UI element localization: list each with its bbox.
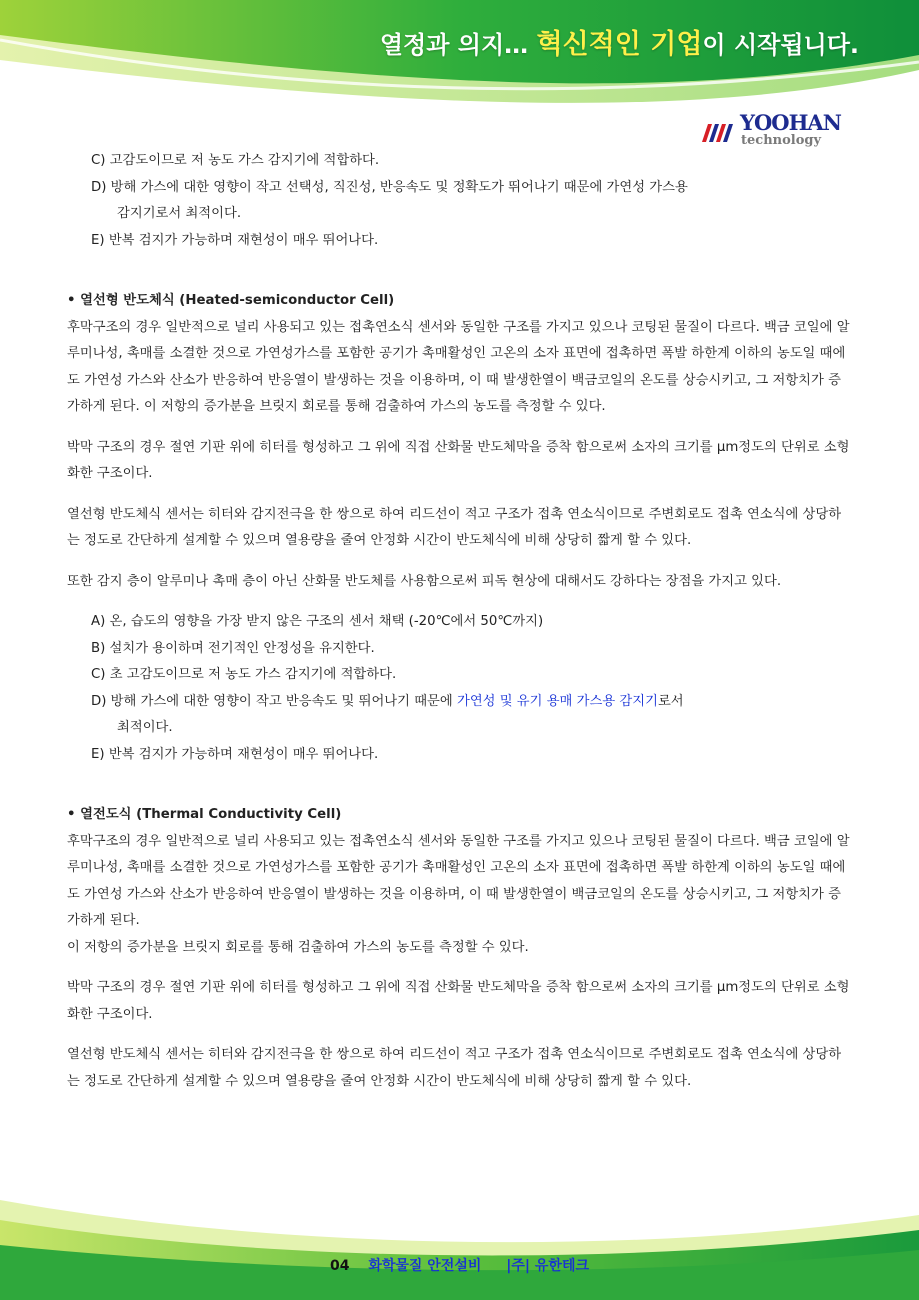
list-item-continuation: 감지기로서 최적이다. bbox=[117, 206, 242, 221]
paragraph: 후막구조의 경우 일반적으로 널리 사용되고 있는 접촉연소식 센서와 동일한 구조를 가지고 있으나 코팅된 물질이 다르다. 백금 코일에 알루미나성, 촉매를 소결한 것으로 가연성가스를 포함한 공기가 촉매활성인 고온의 소자 표면에 접촉하면 폭발 하한계 이하의 농도일 때에도 가연성 가스와 산소가 반응하여 반응열이 발생하는 것을 이용하며, 이 때 발생한열이 백금코일의 온도를 상승시키고, 그 저항치가 증가하게 된다. 이 저항의 증가분을 브릿지 회로를 통해 검출하여 가스의 농도를 측정할 수 있다. bbox=[67, 319, 850, 414]
paragraph: 후막구조의 경우 일반적으로 널리 사용되고 있는 접촉연소식 센서와 동일한 구조를 가지고 있으나 코팅된 물질이 다르다. 백금 코일에 알루미나성, 촉매를 소결한 것으로 가연성가스를 포함한 공기가 촉매활성인 고온의 소자 표면에 접촉하면 폭발 하한계 이하의 농도일 때에도 가연성 가스와 산소가 반응하여 반응열이 발생하는 것을 이용하며, 이 때 발생한열이 백금코일의 온도를 상승시키고, 그 저항치가 증가하게 된다. bbox=[67, 833, 850, 928]
logo-subtitle: technology bbox=[741, 133, 822, 148]
list-item-text: D) 방해 가스에 대한 영향이 작고 반응속도 및 뛰어나기 때문에 bbox=[91, 693, 457, 709]
list-item bbox=[67, 689, 852, 716]
slogan-part1: 열정과 의지… bbox=[379, 31, 537, 59]
page-footer bbox=[0, 1255, 919, 1275]
footer-title: 화학물질 안전설비 bbox=[368, 1258, 482, 1274]
list-item-continuation: 최적이다. bbox=[117, 720, 173, 735]
list-item: C) 고감도이므로 저 농도 가스 감지기에 적합하다. bbox=[91, 153, 380, 168]
paragraph: 열선형 반도체식 센서는 히터와 감지전극을 한 쌍으로 하여 리드선이 적고 구조가 접촉 연소식이므로 주변회로도 접촉 연소식에 상당하는 정도로 간단하게 설계할 수 있으며 열용량을 줄여 안정화 시간이 반도체식에 비해 상당히 짧게 할 수 있다. bbox=[67, 506, 842, 548]
section-heading-thermal-conductivity: • 열전도식 (Thermal Conductivity Cell) bbox=[67, 807, 342, 822]
paragraph: 또한 감지 층이 알루미나 촉매 층이 아닌 산화물 반도체를 사용함으로써 피독 현상에 대해서도 강하다는 장점을 가지고 있다. bbox=[67, 573, 782, 589]
paragraph: 열선형 반도체식 센서는 히터와 감지전극을 한 쌍으로 하여 리드선이 적고 구조가 접촉 연소식이므로 주변회로도 접촉 연소식에 상당하는 정도로 간단하게 설계할 수 있으며 열용량을 줄여 안정화 시간이 반도체식에 비해 상당히 짧게 할 수 있다. bbox=[67, 1047, 842, 1089]
list-item: A) 온, 습도의 영향을 가장 받지 않은 구조의 센서 채택 (-20℃에서 50℃까지) bbox=[91, 614, 544, 629]
paragraph: 이 저항의 증가분을 브릿지 회로를 통해 검출하여 가스의 농도를 측정할 수 있다. bbox=[67, 939, 529, 955]
slogan-highlight: 혁신적인 기업 bbox=[536, 29, 703, 60]
list-item: B) 설치가 용이하며 전기적인 안정성을 유지한다. bbox=[91, 640, 375, 656]
list-item-text: 로서 bbox=[657, 693, 684, 709]
page-content bbox=[67, 148, 852, 1095]
list-item: E) 반복 검지가 가능하며 재현성이 매우 뛰어나다. bbox=[91, 232, 379, 248]
header-slogan bbox=[380, 22, 859, 61]
highlighted-text: 가연성 및 유기 용매 가스용 감지기 bbox=[456, 693, 658, 709]
list-item: E) 반복 검지가 가능하며 재현성이 매우 뛰어나다. bbox=[91, 746, 379, 762]
slogan-part2: 이 시작됩니다. bbox=[702, 31, 859, 59]
footer-company: |주| 유한테크 bbox=[506, 1258, 590, 1274]
list-item: D) 방해 가스에 대한 영향이 작고 선택성, 직진성, 반응속도 및 정확도가 뛰어나기 때문에 가연성 가스용 bbox=[91, 179, 688, 195]
section-heading-heated-semiconductor: • 열선형 반도체식 (Heated-semiconductor Cell) bbox=[67, 293, 395, 308]
paragraph: 박막 구조의 경우 절연 기판 위에 히터를 형성하고 그 위에 직접 산화물 반도체막을 증착 함으로써 소자의 크기를 μm정도의 단위로 소형화한 구조이다. bbox=[67, 980, 850, 1022]
paragraph: 박막 구조의 경우 절연 기판 위에 히터를 형성하고 그 위에 직접 산화물 반도체막을 증착 함으로써 소자의 크기를 μm정도의 단위로 소형화한 구조이다. bbox=[67, 439, 850, 481]
list-item: C) 초 고감도이므로 저 농도 가스 감지기에 적합하다. bbox=[91, 667, 397, 682]
page-number: 04 bbox=[329, 1258, 350, 1274]
footer-wave-graphic bbox=[0, 1190, 919, 1300]
logo-name: YOOHAN bbox=[740, 110, 841, 135]
